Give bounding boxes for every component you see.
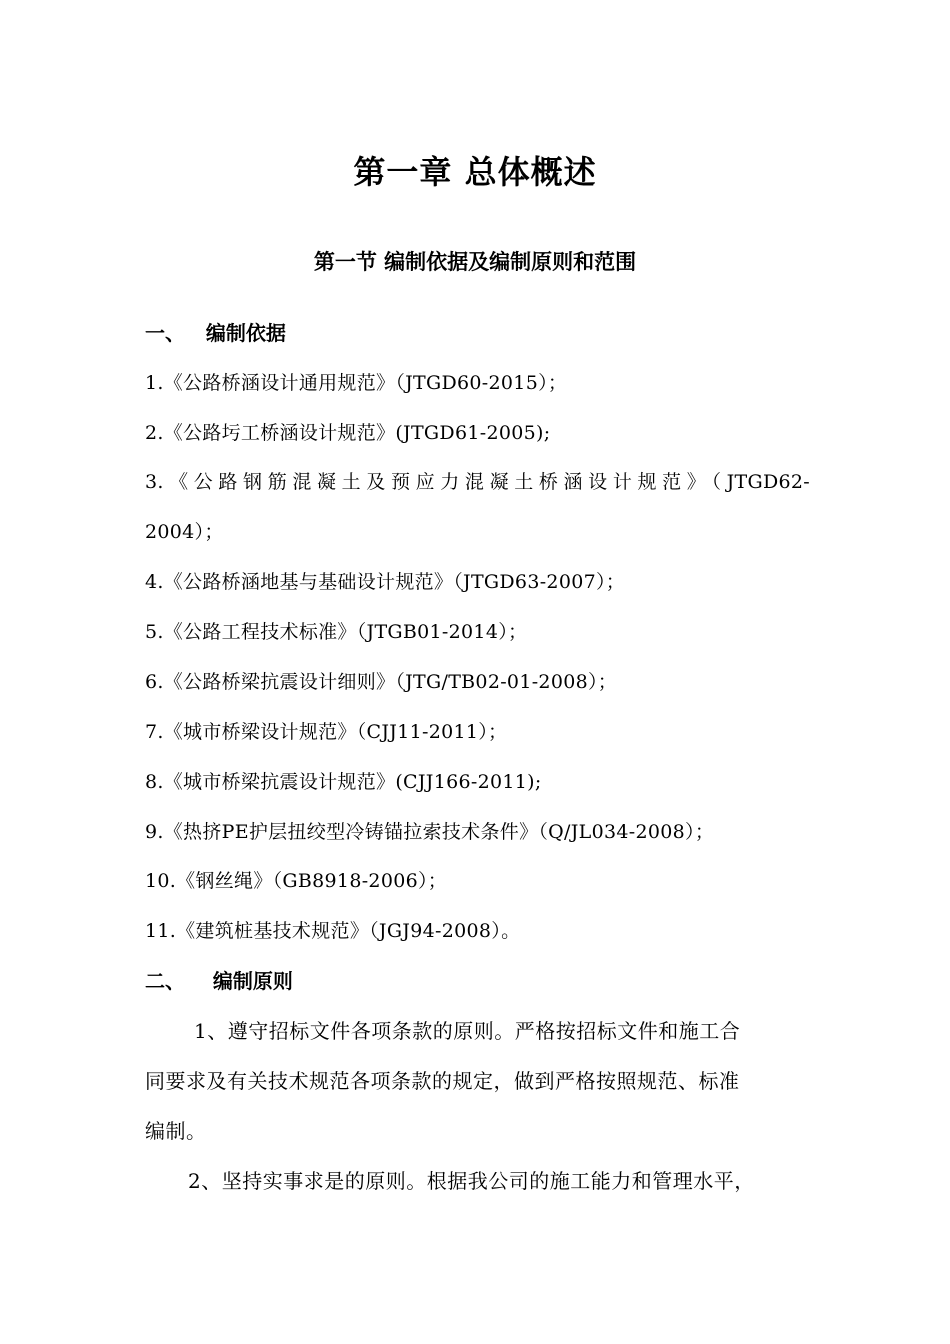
list-item: 11.《建筑桩基技术规范》（JGJ94-2008）。 xyxy=(145,920,521,942)
paragraph-line: 编制。 xyxy=(145,1119,207,1143)
list-item: 7.《城市桥梁设计规范》（CJJ11-2011）； xyxy=(145,721,508,743)
list-item: 1.《公路桥涵设计通用规范》（JTGD60-2015）； xyxy=(145,372,568,394)
paragraph-line: 同要求及有关技术规范各项条款的规定，做到严格按照规范、标准 xyxy=(145,1069,740,1093)
list-item: 2.《公路圬工桥涵设计规范》(JTGD61-2005); xyxy=(145,422,551,444)
heading-principles: 二、 编制原则 xyxy=(145,969,293,993)
list-item: 8.《城市桥梁抗震设计规范》(CJJ166-2011); xyxy=(145,771,542,793)
list-item: 5.《公路工程技术标准》（JTGB01-2014）； xyxy=(145,621,528,643)
list-item: 6.《公路桥梁抗震设计细则》（JTG/TB02-01-2008）； xyxy=(145,671,618,693)
heading-basis: 一、 编制依据 xyxy=(145,321,286,345)
list-item: 3.《公路钢筋混凝土及预应力混凝土桥涵设计规范》（JTGD62- xyxy=(145,471,810,493)
paragraph-line: 1、遵守招标文件各项条款的原则。严格按招标文件和施工合 xyxy=(194,1019,741,1043)
list-item-continuation: 2004）； xyxy=(145,521,224,543)
list-item: 4.《公路桥涵地基与基础设计规范》（JTGD63-2007）； xyxy=(145,571,626,593)
list-item: 10.《钢丝绳》（GB8918-2006）； xyxy=(145,870,448,892)
section-title: 第一节 编制依据及编制原则和范围 xyxy=(313,250,637,274)
list-item: 9.《热挤PE护层扭绞型冷铸锚拉索技术条件》（Q/JL034-2008）； xyxy=(145,821,715,843)
paragraph-line: 2、坚持实事求是的原则。根据我公司的施工能力和管理水平， xyxy=(188,1169,755,1193)
chapter-title: 第一章 总体概述 xyxy=(353,153,597,191)
